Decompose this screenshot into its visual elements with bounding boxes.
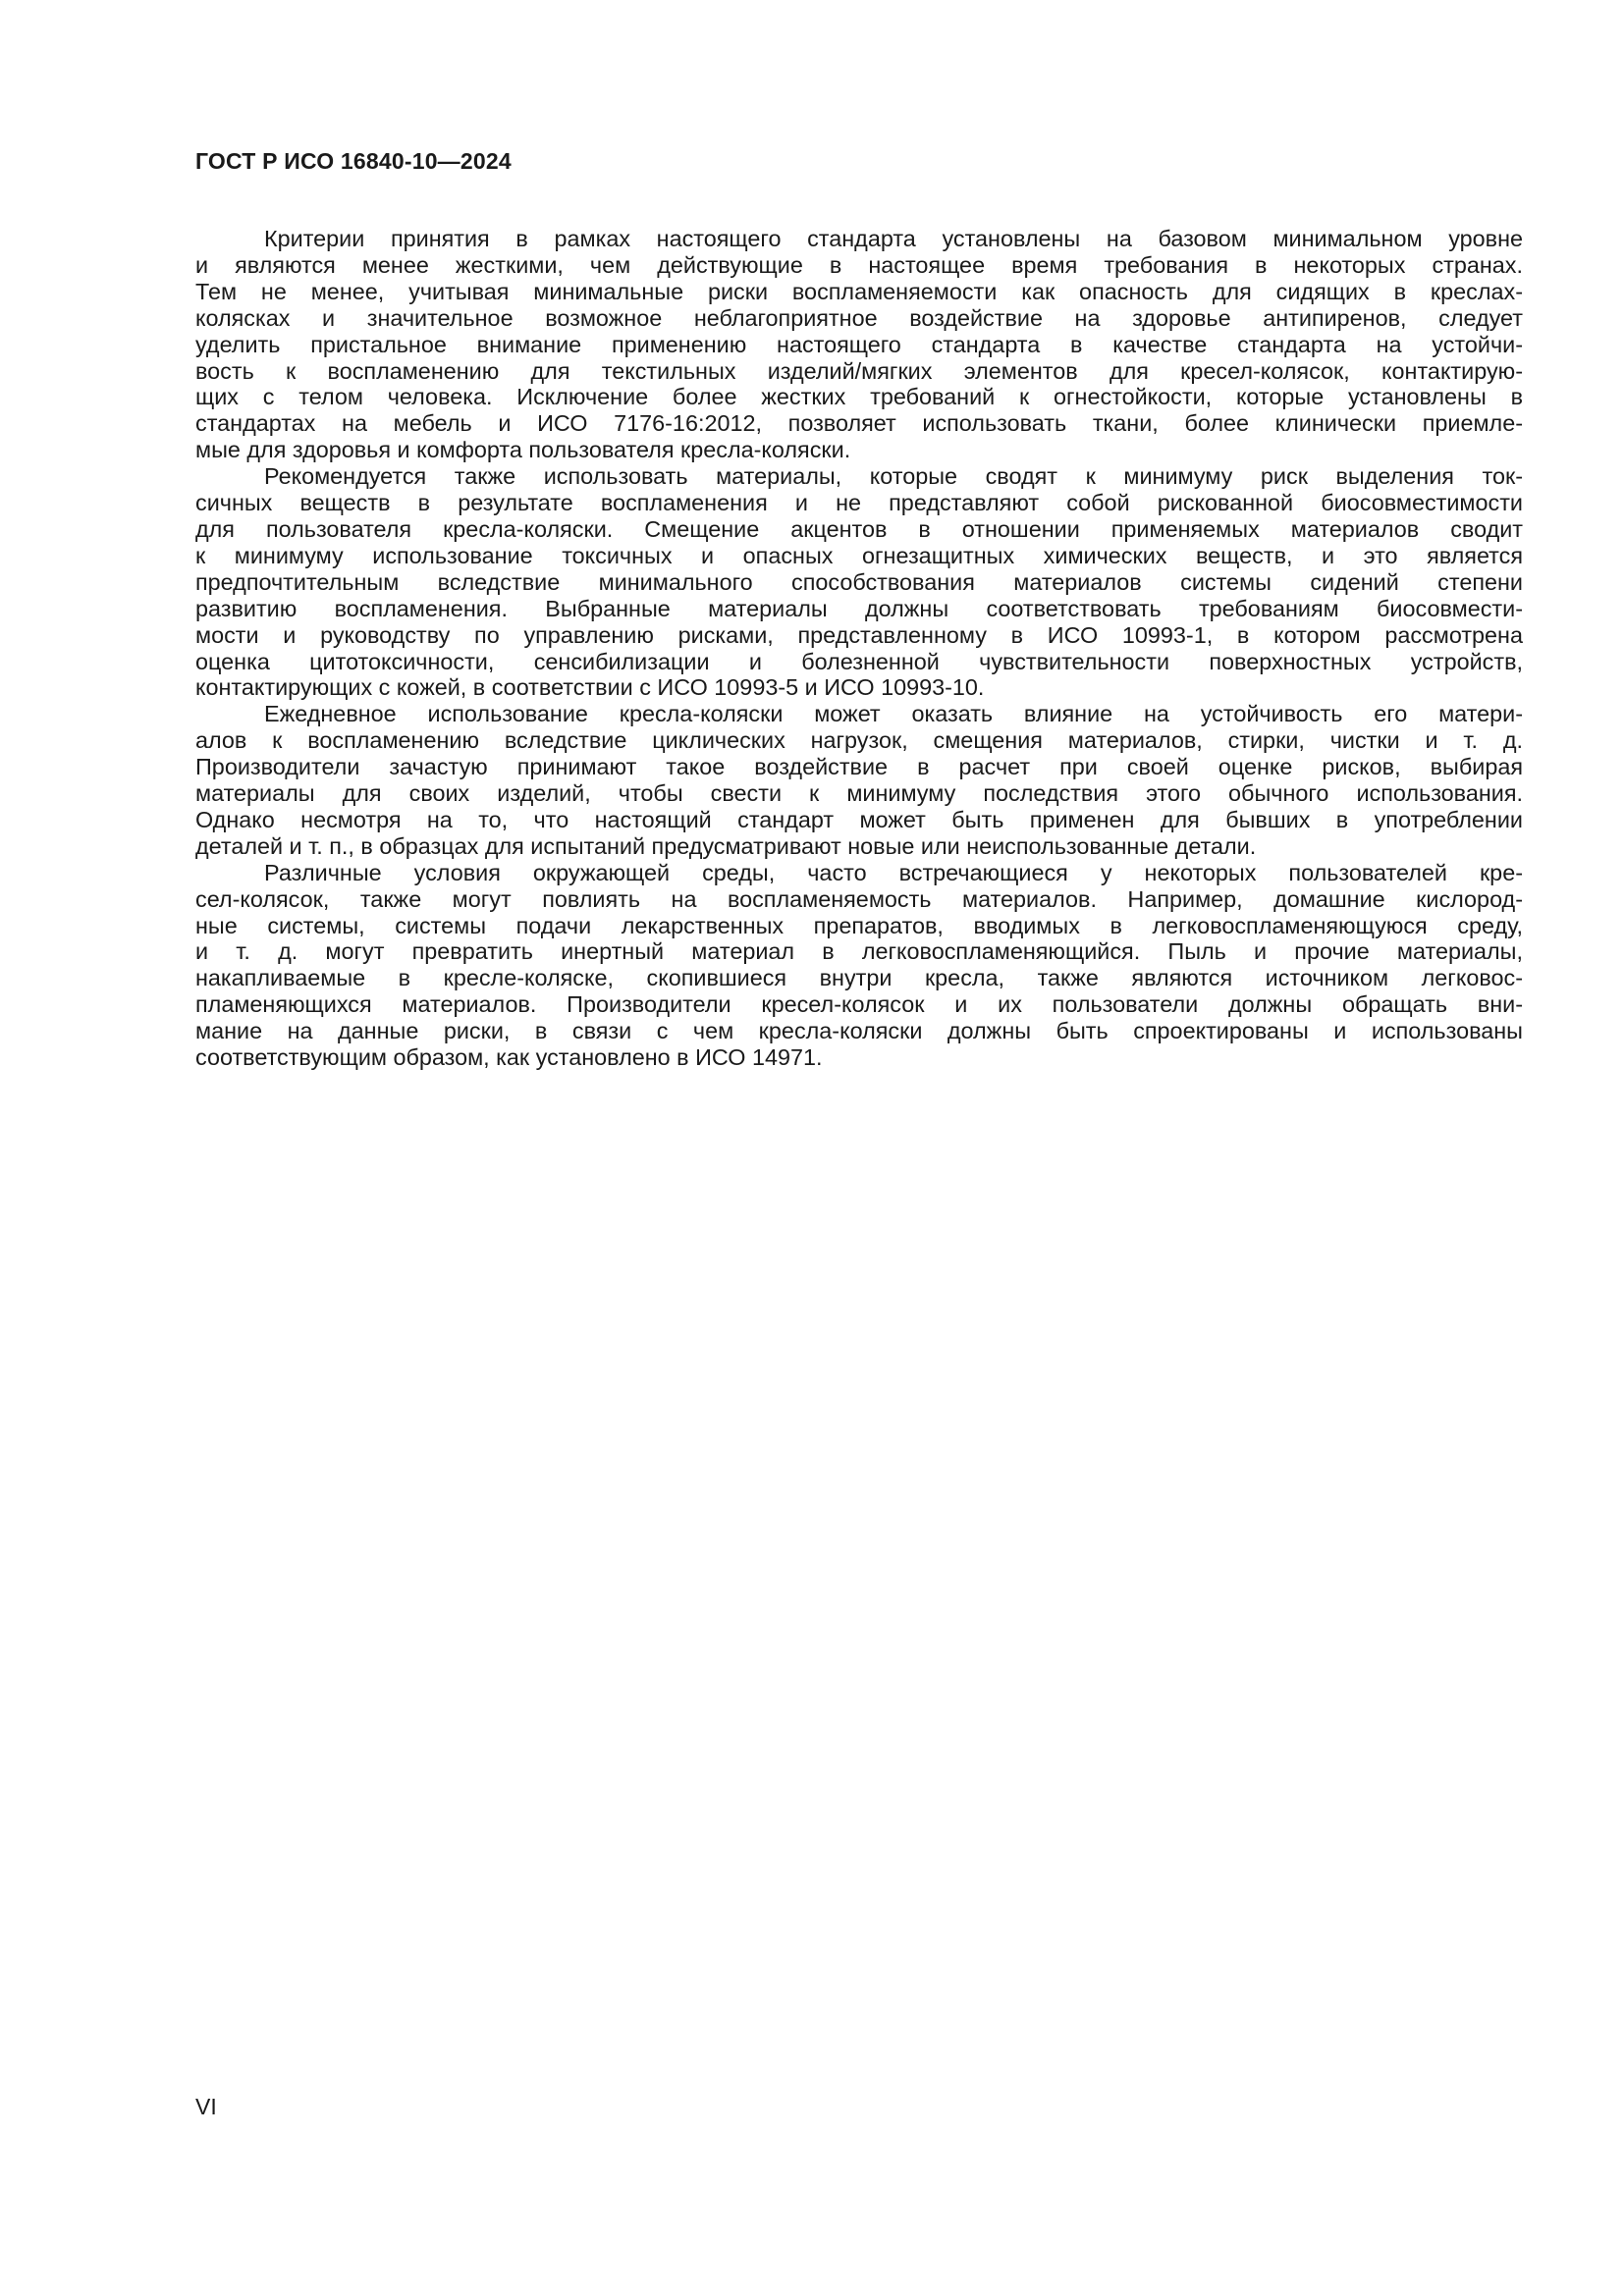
text-line: материалы для своих изделий, чтобы свести к минимуму последствия этого обычного использования. <box>195 780 1523 807</box>
text-line: и т. д. могут превратить инертный материал в легковоспламеняющийся. Пыль и прочие материалы, <box>195 938 1523 965</box>
paragraph-2 <box>195 463 1523 701</box>
text-line: сичных веществ в результате воспламенения и не представляют собой рискованной биосовместимости <box>195 490 1523 516</box>
text-line: и являются менее жесткими, чем действующие в настоящее время требования в некоторых странах. <box>195 251 1523 278</box>
text-line: Различные условия окружающей среды, часто встречающиеся у некоторых пользователей кре- <box>264 859 1523 885</box>
text-line: Производители зачастую принимают такое воздействие в расчет при своей оценке рисков, выбирая <box>195 754 1523 780</box>
text-line: Рекомендуется также использовать материалы, которые сводят к минимуму риск выделения ток- <box>264 463 1523 490</box>
text-line: накапливаемые в кресле-коляске, скопившиеся внутри кресла, также являются источником легковос- <box>195 965 1523 991</box>
text-line: к минимуму использование токсичных и опасных огнезащитных химических веществ, и это является <box>195 542 1523 568</box>
text-line: Однако несмотря на то, что настоящий стандарт может быть применен для бывших в употреблении <box>195 806 1523 832</box>
text-line: соответствующим образом, как установлено в ИСО 14971. <box>195 1044 823 1071</box>
text-line: деталей и т. п., в образцах для испытаний предусматривают новые или неиспользованные детали. <box>195 832 1257 859</box>
text-line: уделить пристальное внимание применению настоящего стандарта в качестве стандарта на устойчи- <box>195 331 1523 357</box>
paragraph-4 <box>195 860 1523 1071</box>
text-line: колясках и значительное возможное неблагоприятное воздействие на здоровье антипиренов, следует <box>195 304 1523 331</box>
page-number: VI <box>195 2094 217 2119</box>
document-header: ГОСТ Р ИСО 16840-10—2024 <box>195 148 512 174</box>
text-line: пламеняющихся материалов. Производители кресел-колясок и их пользователи должны обращать вни- <box>195 991 1523 1018</box>
text-line: сел-колясок, также могут повлиять на воспламеняемость материалов. Например, домашние кислород- <box>195 885 1523 912</box>
text-line: мание на данные риски, в связи с чем кресла-коляски должны быть спроектированы и использованы <box>195 1018 1523 1044</box>
text-line: контактирующих с кожей, в соответствии с ИСО 10993-5 и ИСО 10993-10. <box>195 674 985 701</box>
text-line: ные системы, системы подачи лекарственных препаратов, вводимых в легковоспламеняющуюся среду, <box>195 912 1523 938</box>
text-line: Тем не менее, учитывая минимальные риски воспламеняемости как опасность для сидящих в креслах- <box>195 278 1523 304</box>
text-line: оценка цитотоксичности, сенсибилизации и болезненной чувствительности поверхностных устройств, <box>195 648 1523 674</box>
paragraph-1 <box>195 226 1523 463</box>
text-line: для пользователя кресла-коляски. Смещение акцентов в отношении применяемых материалов сводит <box>195 515 1523 542</box>
text-line: предпочтительным вследствие минимального способствования материалов системы сидений степени <box>195 568 1523 595</box>
body-text <box>195 226 1523 1071</box>
paragraph-3 <box>195 701 1523 859</box>
text-line: алов к воспламенению вследствие циклических нагрузок, смещения материалов, стирки, чистки и т. д. <box>195 727 1523 754</box>
text-line: Ежедневное использование кресла-коляски может оказать влияние на устойчивость его матери- <box>264 701 1523 727</box>
text-line: вость к воспламенению для текстильных изделий/мягких элементов для кресел-колясок, контактирую- <box>195 357 1523 384</box>
text-line: мости и руководству по управлению рисками, представленному в ИСО 10993-1, в котором рассмотрена <box>195 621 1523 648</box>
text-line: стандартах на мебель и ИСО 7176-16:2012, позволяет использовать ткани, более клинически приемле- <box>195 410 1523 437</box>
text-line: щих с телом человека. Исключение более жестких требований к огнестойкости, которые установлены в <box>195 384 1523 410</box>
text-line: развитию воспламенения. Выбранные материалы должны соответствовать требованиям биосовмести- <box>195 595 1523 621</box>
text-line: Критерии принятия в рамках настоящего стандарта установлены на базовом минимальном уровне <box>264 226 1523 251</box>
text-line: мые для здоровья и комфорта пользователя кресла-коляски. <box>195 437 851 463</box>
